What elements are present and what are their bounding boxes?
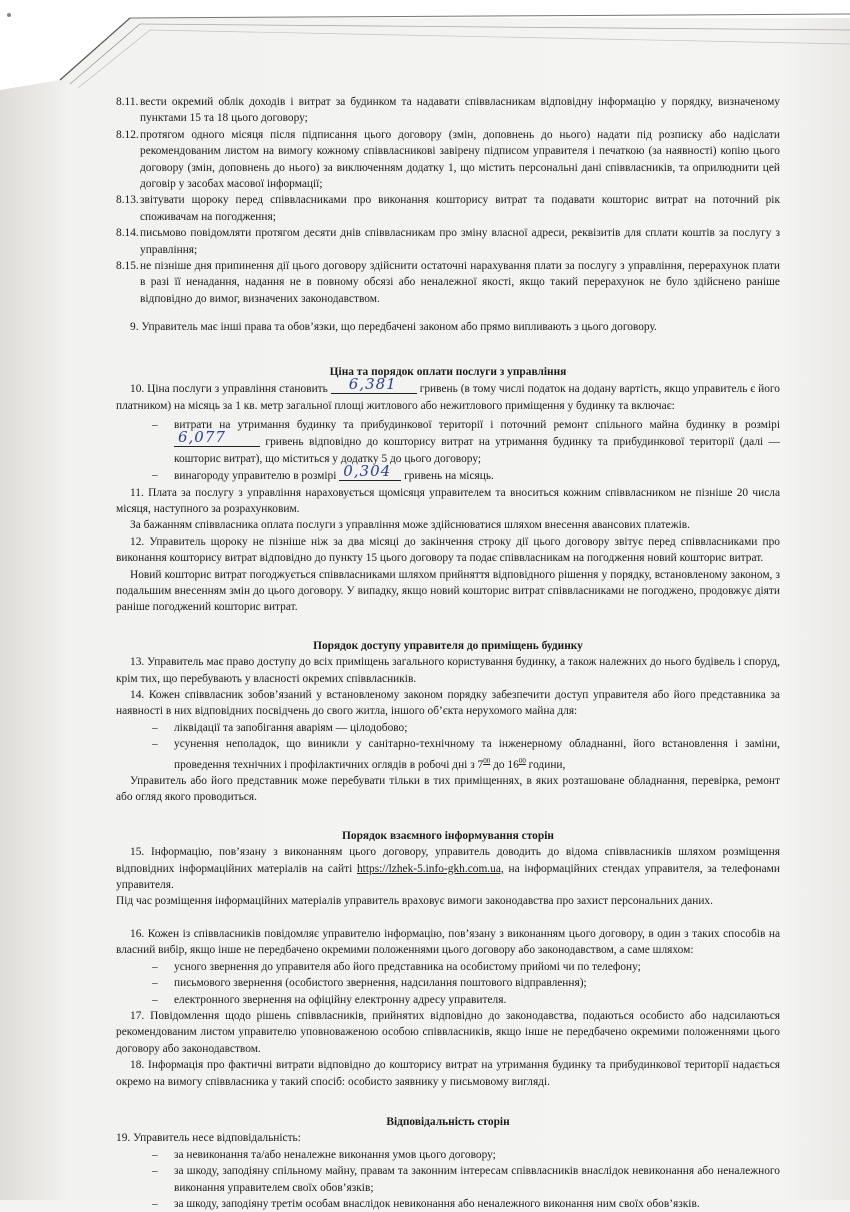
item-number: 8.14.: [116, 227, 139, 240]
item-number: 8.13.: [116, 194, 139, 207]
item-text: протягом одного місяця після підписання цього договору (змін, доповнень до нього) надати під розписку або надіслати рекомендованим листом на вимогу кожному співвласникові завірену підписом управителя і печаткою (за наявності) копію цього договору (змін, доповнень до нього) за виключенням додатку 1, що містить персональні дані співвласників, та оприлюднити цей договір у засобах масової інформації;: [140, 128, 780, 191]
document-page: [116, 94, 780, 1212]
paragraph-10-text-a: 10. Ціна послуги з управління становить: [130, 383, 328, 396]
paragraph-14b: Управитель або його представник може перебувати тільки в тих приміщеннях, в яких розташоване обладнання, перевірка, ремонт або огляд якого проводиться.: [116, 775, 780, 804]
paragraph-9: 9. Управитель має інші права та обов’язки, що передбачені законом або прямо випливають з цього договору.: [130, 321, 657, 334]
bullet-reward: [116, 462, 780, 484]
paragraph-11: 11. Плата за послугу з управління нараховується щомісяця управителем та вноситься кожним співвласником не пізніше 20 числа місяця, наступного за розрахунковим.: [116, 486, 780, 515]
bullet-repairs: [116, 736, 780, 773]
paragraph-10: [116, 375, 780, 414]
maintenance-blank: [174, 428, 260, 447]
repairs-text-a: усунення неполадок, що виникли у санітарно-технічному та інженерному обладнанні, його встановлення і заміни, проведення технічних і профілактичних оглядів в робочі дні з 7: [174, 738, 780, 771]
accidents-text: ліквідації та запобігання аваріям — цілодобово;: [174, 721, 408, 734]
dash-bullet: –: [152, 1148, 158, 1161]
paragraph-12b: Новий кошторис витрат погоджується співвласниками шляхом прийняття відповідного рішення у порядку, встановленому законом, з подальшим внесенням змін до цього договору. У випадку, якщо новий кошторис витрат співвласниками не погоджено, продовжує діяти раніше погоджений кошторис витрат.: [116, 568, 780, 614]
repairs-text-mid: до 16: [490, 758, 519, 771]
bullet-maintenance: [116, 417, 780, 467]
dash-bullet: –: [152, 469, 158, 482]
bullet-damage-third: [116, 1196, 780, 1212]
item-text: звітувати щороку перед співвласниками про виконання кошторису витрат та подавати кошторис витрат на поточний рік споживачам на погодження;: [140, 194, 780, 223]
item-text: вести окремий облік доходів і витрат за будинком та надавати співвласникам відповідну інформацію у порядку, визначеному пунктами 15 та 18 цього договору;: [140, 96, 780, 125]
paragraph-10-text-b: гривень (в тому числі податок на додану вартість, якщо управитель є його платником) на місяць за 1 кв. метр загальної площі житлового або нежитлового приміщення у будинку та включає:: [116, 383, 780, 412]
price-blank: [331, 375, 417, 394]
paragraph-15-text-b: на інформаційних стендах управителя, за телефонами управителя.: [116, 862, 780, 892]
written-text: письмового звернення (особистого звернення, надсилання поштового відправлення);: [174, 977, 587, 990]
paragraph-15-text-a: 15. Інформацію, пов’язану з виконанням цього договору, управитель доводить до відома співвласників шляхом розміщення відповідних інформаційних матеріалів на сайті: [116, 846, 780, 875]
reward-blank: [339, 462, 401, 481]
time-superscript: 00: [483, 756, 491, 765]
paragraph-19: 19. Управитель несе відповідальність:: [116, 1132, 301, 1145]
paragraph-11b: За бажанням співвласника оплата послуги з управління може здійснюватися шляхом внесення авансових платежів.: [130, 519, 691, 532]
bullet-accidents: [116, 720, 780, 736]
section-heading-info: Порядок взаємного інформування сторін: [342, 829, 554, 842]
handwritten-reward: 0,304: [343, 462, 392, 481]
website-link[interactable]: https://lzhek-5.info-gkh.com.ua,: [356, 862, 504, 875]
list-item: [116, 225, 780, 258]
page-fold-edge: [0, 0, 850, 90]
section-heading-responsibility: Відповідальність сторін: [386, 1115, 510, 1128]
bullet-oral: [116, 959, 780, 975]
bullet-damage-common: [116, 1163, 780, 1196]
dash-bullet: –: [152, 738, 158, 751]
dash-bullet: –: [152, 993, 158, 1006]
damage-common-text: за шкоду, заподіяну спільному майну, правам та законним інтересам співвласників внаслідок невиконання або неналежного виконання управителем своїх обов’язків;: [174, 1165, 780, 1194]
list-item: [116, 192, 780, 225]
handwritten-price: 6,381: [348, 375, 397, 394]
damage-third-text: за шкоду, заподіяну третім особам внаслідок невиконання або неналежного виконання ним своїх обов’язків.: [174, 1197, 700, 1210]
paragraph-17: 17. Повідомлення щодо рішень співвласників, прийнятих відповідно до законодавства, подаються особисто або надсилаються рекомендованим листом управителю уповноваженою особою співвласників, якщо інше не передбачено окремими положеннями цього договору або законодавством.: [116, 1009, 780, 1055]
reward-text-a: винагороду управителю в розмірі: [174, 470, 337, 483]
item-text: письмово повідомляти протягом десяти днів співвласникам про зміну власної адреси, реквізитів для сплати коштів за послугу з управління;: [140, 227, 780, 256]
bullet-written: [116, 975, 780, 991]
reward-text-b: гривень на місяць.: [404, 470, 494, 483]
nonperformance-text: за невиконання та/або неналежне виконання умов цього договору;: [174, 1148, 496, 1161]
section-heading-access: Порядок доступу управителя до приміщень будинку: [313, 639, 583, 652]
list-item: [116, 258, 780, 307]
maintenance-text-b: гривень відповідно до кошторису витрат на утримання будинку та прибудинкової території (далі — кошторис витрат), що міститься у додатку 5 до цього договору;: [174, 436, 780, 465]
item-text: не пізніше дня припинення дії цього договору здійснити остаточні нарахування плати за послугу з управління, перерахунок плати в разі її ненадання, надання не в повному обсязі або неналежної якості, якщо такий перерахунок не було здійснено раніше відповідно до вимог, визначених законодавством.: [140, 260, 780, 305]
item-number: 8.11.: [116, 96, 139, 108]
repairs-text-b: години,: [525, 758, 566, 771]
list-item: [116, 127, 780, 193]
list-item: [116, 94, 780, 127]
paragraph-18: 18. Інформація про фактичні витрати відповідно до кошторису витрат на утримання будинку та прибудинкової території надається окремо на вимогу співвласника у такий спосіб: особисто заявнику у письмовому вигляді.: [116, 1059, 780, 1088]
dash-bullet: –: [152, 721, 158, 734]
section-heading-price: Ціна та порядок оплати послуги з управління: [329, 365, 567, 378]
paragraph-14: 14. Кожен співвласник зобов’язаний у встановленому законом порядку забезпечити доступ управителя або його представника за наявності в них відповідних посвідчень до свого житла, іншого об’єкта нерухомого майна для:: [116, 689, 780, 718]
maintenance-text-a: витрати на утримання будинку та прибудинкової території і поточний ремонт спільного майна будинку в розмірі: [174, 418, 780, 431]
dash-bullet: –: [152, 977, 158, 990]
oral-text: усного звернення до управителя або його представника на особистому прийомі чи по телефону;: [174, 960, 641, 973]
handwritten-maintenance: 6,077: [178, 428, 226, 447]
paragraph-15: [116, 844, 780, 893]
paragraph-12: 12. Управитель щороку не пізніше ніж за два місяці до закінчення строку дії цього договору звітує перед співвласниками про виконання кошторису витрат відповідно до пункту 15 цього договору та подає співвласникам на погодження новий кошторис витрат.: [116, 535, 780, 565]
bullet-nonperformance: [116, 1147, 780, 1163]
item-number: 8.15.: [116, 260, 139, 273]
paragraph-16: 16. Кожен із співвласників повідомляє управителю інформацію, пов’язану з виконанням цього договору, в один з таких способів на власний вибір, якщо інше не передбачено окремими положеннями цього договору або законодавством, а саме шляхом:: [116, 927, 780, 957]
electronic-text: електронного звернення на офіційну електронну адресу управителя.: [174, 993, 507, 1006]
paragraph-13: 13. Управитель має право доступу до всіх приміщень загального користування будинку, а також належних до нього будівель і споруд, крім тих, що перебувають у власності окремих співвласників.: [116, 656, 780, 685]
time-superscript: 00: [518, 756, 526, 765]
dash-bullet: –: [152, 960, 158, 973]
item-number: 8.12.: [116, 128, 139, 141]
bullet-electronic: [116, 992, 780, 1008]
paragraph-15b: Під час розміщення інформаційних матеріалів управитель враховує вимоги законодавства про захист персональних даних.: [116, 895, 713, 908]
dash-bullet: –: [152, 418, 158, 431]
dash-bullet: –: [152, 1197, 158, 1210]
dash-bullet: –: [152, 1165, 158, 1178]
